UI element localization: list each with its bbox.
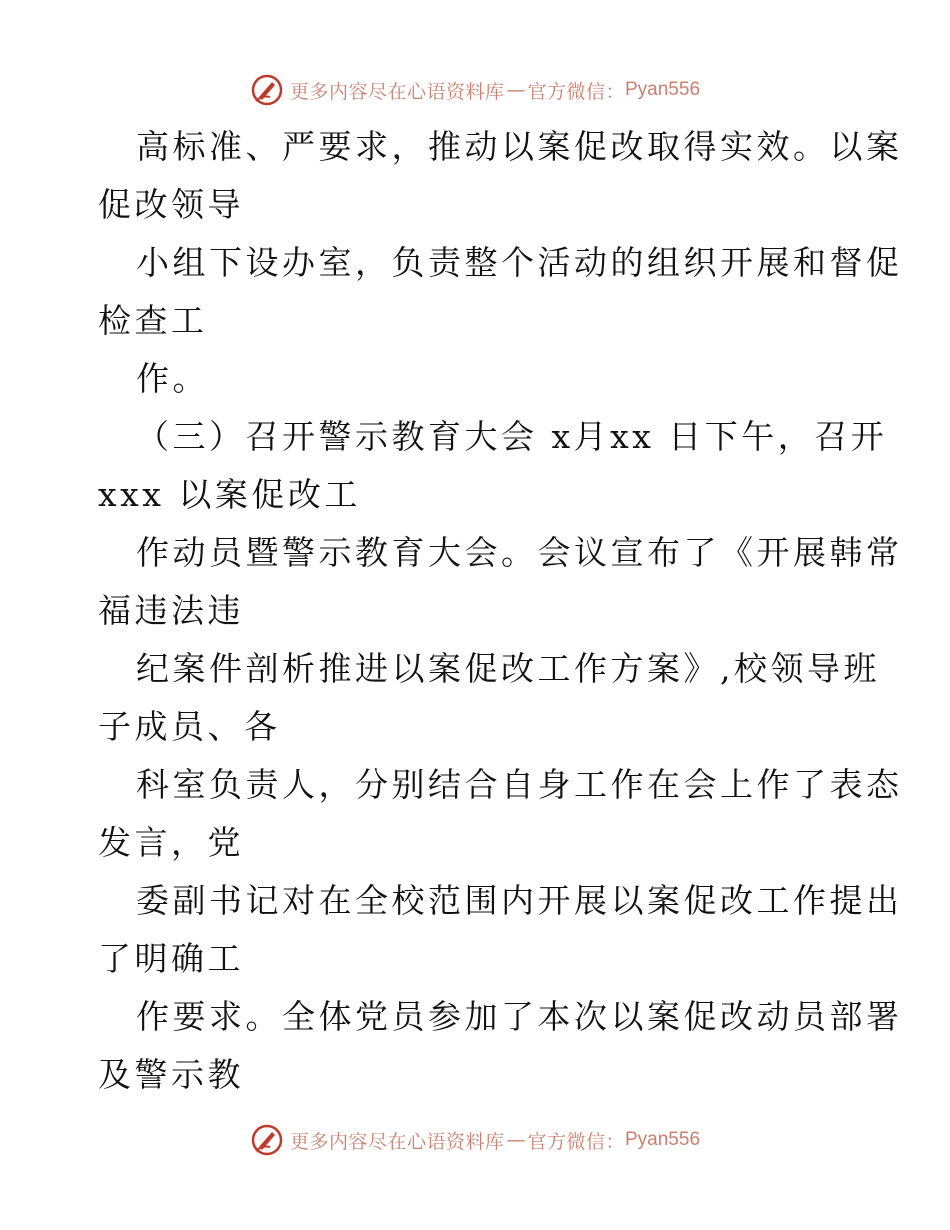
footer-watermark [0,1120,950,1160]
text-line: 福违法违 [98,591,244,630]
watermark-label: 官方微信： [527,1130,625,1153]
text-line: 作。 [136,359,209,398]
watermark-id: Pyan556 [625,79,701,100]
text-line: 委副书记对在全校范围内开展以案促改工作提出 [136,881,903,920]
watermark-label: 官方微信： [527,80,625,103]
pen-logo-icon [250,1123,284,1157]
watermark-text: 更多内容尽在心语资料库 [289,1130,505,1153]
watermark-id: Pyan556 [625,1129,701,1150]
text-line: 作要求。全体党员参加了本次以案促改动员部署 [136,997,903,1036]
text-line: 纪案件剖析推进以案促改工作方案》,校领导班 [136,649,880,688]
text-line: 检查工 [98,301,208,340]
text-line: 高标准、严要求，推动以案促改取得实效。以案 [136,127,903,166]
header-watermark [0,70,950,110]
text-line: 小组下设办室，负责整个活动的组织开展和督促 [136,243,903,282]
watermark-separator: — [506,79,526,101]
text-line: 子成员、各 [98,707,281,746]
text-line: 科室负责人，分别结合自身工作在会上作了表态 [136,765,903,804]
text-line: 促改领导 [98,185,244,224]
text-line: 及警示教 [98,1055,244,1094]
text-line: 发言，党 [98,823,244,862]
pen-logo-icon [250,73,284,107]
document-body [98,118,903,1104]
watermark-separator: — [506,1129,526,1151]
text-line: 了明确工 [98,939,244,978]
watermark-text: 更多内容尽在心语资料库 [289,80,505,103]
text-line: xxx 以案促改工 [98,475,361,514]
text-line: 作动员暨警示教育大会。会议宣布了《开展韩常 [136,533,903,572]
section-heading-line: （三）召开警示教育大会 x月xx 日下午，召开 [136,417,888,456]
